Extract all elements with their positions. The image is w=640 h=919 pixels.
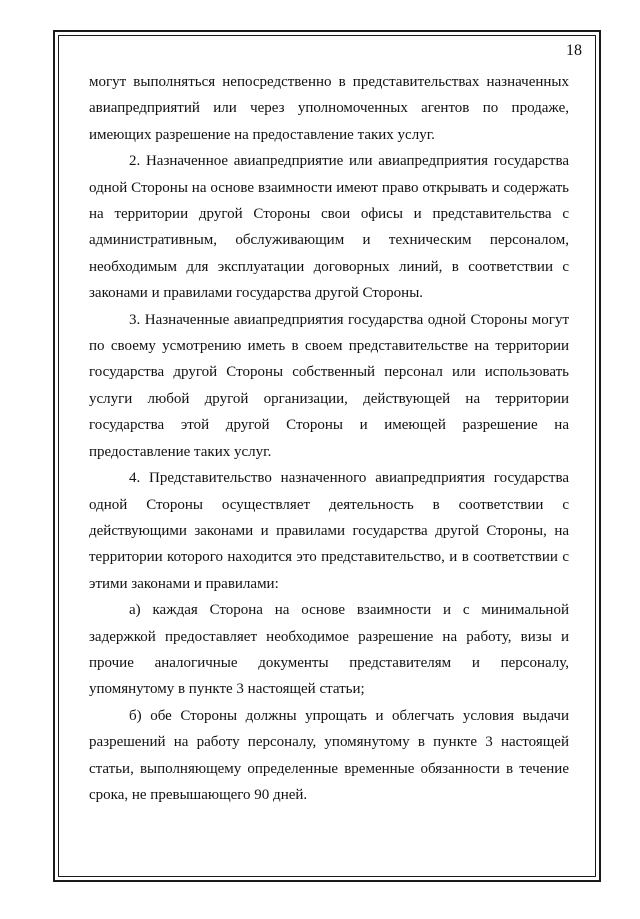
paragraph-subitem-b: б) обе Стороны должны упрощать и облегчать условия выдачи разрешений на работу персоналу, упомянутому в пункте 3 настоящей статьи, выполняющему определенные временные обязанности в течение срока, не превышающего 90 дней. — [89, 707, 569, 803]
paragraph-item-4: 4. Представительство назначенного авиапредприятия государства одной Стороны осуществляет деятельность в соответствии с действующими законами и правилами государства другой Стороны, на территории которого находится это представительство, и в соответствии с этими законами и правилами: — [89, 470, 569, 592]
paragraph-continuation: могут выполняться непосредственно в представительствах назначенных авиапредприятий или через уполномоченных агентов по продаже, имеющих разрешение на предоставление таких услуг. — [89, 74, 569, 143]
document-body — [89, 69, 569, 808]
paragraph-item-3: 3. Назначенные авиапредприятия государства одной Стороны могут по своему усмотрению иметь в своем представительстве на территории государства другой Стороны собственный персонал или использовать услуги любой другой организации, действующей на территории государства этой другой Стороны и имеющей разрешение на предоставление таких услуг. — [89, 311, 569, 460]
page-number: 18 — [566, 42, 582, 59]
paragraph-subitem-a: а) каждая Сторона на основе взаимности и с минимальной задержкой предоставляет необходимое разрешение на работу, визы и прочие аналогичные документы представителям и персоналу, упомянутому в пункте 3 настоящей статьи; — [89, 602, 569, 698]
paragraph-item-2: 2. Назначенное авиапредприятие или авиапредприятия государства одной Стороны на основе взаимности имеют право открывать и содержать на территории другой Стороны свои офисы и представительства с административным, обслуживающим и техническим персоналом, необходимым для эксплуатации договорных линий, в соответствии с законами и правилами государства другой Стороны. — [89, 153, 569, 302]
